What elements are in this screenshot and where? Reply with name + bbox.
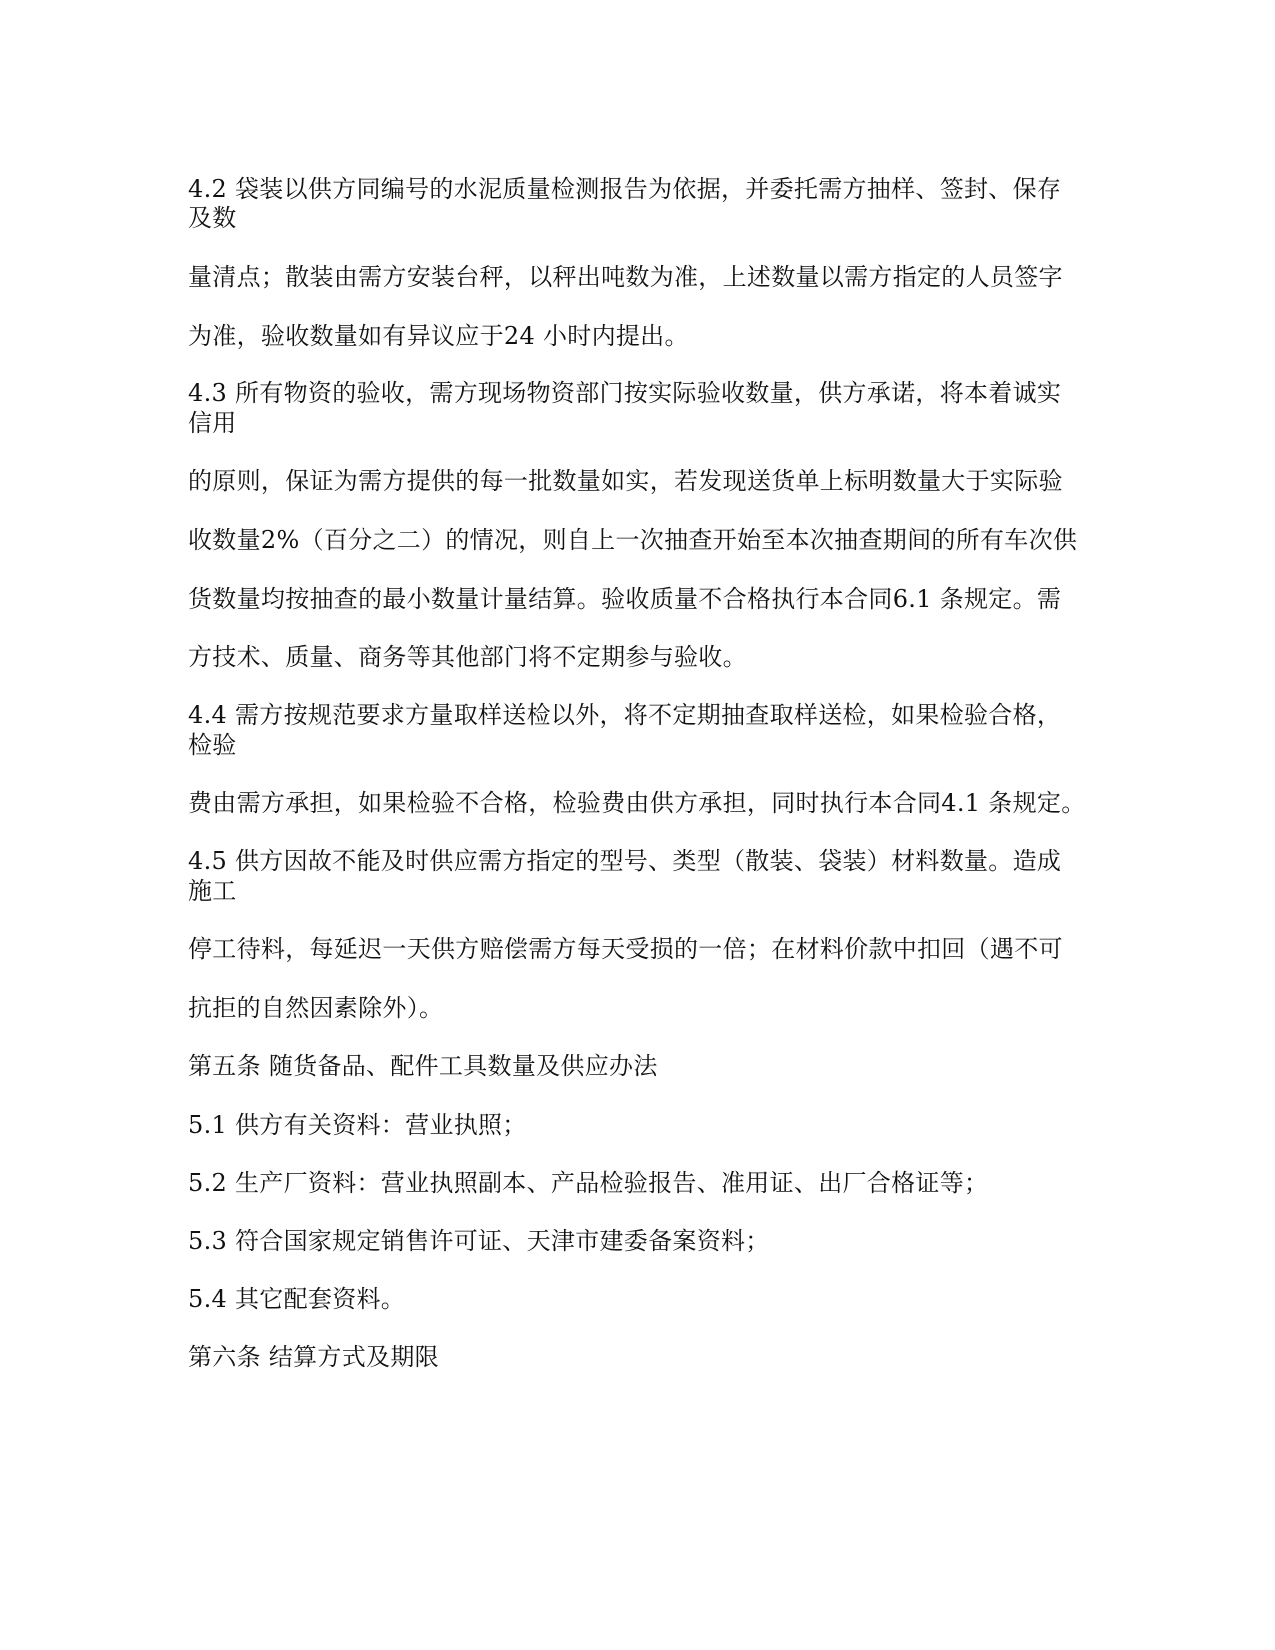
clause-5-3: 5.3 符合国家规定销售许可证、天津市建委备案资料； bbox=[188, 1227, 770, 1255]
clause-5-2: 5.2 生产厂资料：营业执照副本、产品检验报告、准用证、出厂合格证等； bbox=[188, 1169, 989, 1197]
clause-5-4: 5.4 其它配套资料。 bbox=[188, 1285, 406, 1313]
clause-4-4-line-2: 检验 bbox=[188, 731, 237, 759]
clause-4-5-line-1: 4.5 供方因故不能及时供应需方指定的型号、类型（散装、袋装）材料数量。造成 bbox=[188, 847, 1062, 875]
clause-4-4-line-1: 4.4 需方按规范要求方量取样送检以外，将不定期抽查取样送检，如果检验合格， bbox=[188, 701, 1062, 729]
clause-4-3-line-6: 方技术、质量、商务等其他部门将不定期参与验收。 bbox=[188, 643, 747, 671]
clause-4-5-line-3: 停工待料，每延迟一天供方赔偿需方每天受损的一倍；在材料价款中扣回（遇不可 bbox=[188, 935, 1063, 963]
article-6-heading: 第六条 结算方式及期限 bbox=[188, 1343, 439, 1371]
clause-5-1: 5.1 供方有关资料：营业执照； bbox=[188, 1111, 527, 1139]
clause-4-3-line-4: 收数量2%（百分之二）的情况，则自上一次抽查开始至本次抽查期间的所有车次供 bbox=[188, 526, 1078, 554]
clause-4-2-line-1: 4.2 袋装以供方同编号的水泥质量检测报告为依据，并委托需方抽样、签封、保存 bbox=[188, 175, 1062, 203]
clause-4-5-line-2: 施工 bbox=[188, 877, 237, 905]
clause-4-4-line-3: 费由需方承担，如果检验不合格，检验费由供方承担，同时执行本合同4.1 条规定。 bbox=[188, 789, 1086, 817]
article-5-heading: 第五条 随货备品、配件工具数量及供应办法 bbox=[188, 1052, 658, 1080]
clause-4-2-line-4: 为准，验收数量如有异议应于24 小时内提出。 bbox=[188, 322, 689, 350]
clause-4-5-line-4: 抗拒的自然因素除外）。 bbox=[188, 994, 444, 1022]
clause-4-3-line-2: 信用 bbox=[188, 409, 237, 437]
clause-4-2-line-2: 及数 bbox=[188, 204, 237, 232]
clause-4-3-line-5: 货数量均按抽查的最小数量计量结算。验收质量不合格执行本合同6.1 条规定。需 bbox=[188, 585, 1062, 613]
clause-4-2-line-3: 量清点；散装由需方安装台秤，以秤出吨数为准，上述数量以需方指定的人员签字 bbox=[188, 263, 1063, 291]
clause-4-3-line-3: 的原则，保证为需方提供的每一批数量如实，若发现送货单上标明数量大于实际验 bbox=[188, 467, 1063, 495]
clause-4-3-line-1: 4.3 所有物资的验收，需方现场物资部门按实际验收数量，供方承诺，将本着诚实 bbox=[188, 379, 1062, 407]
